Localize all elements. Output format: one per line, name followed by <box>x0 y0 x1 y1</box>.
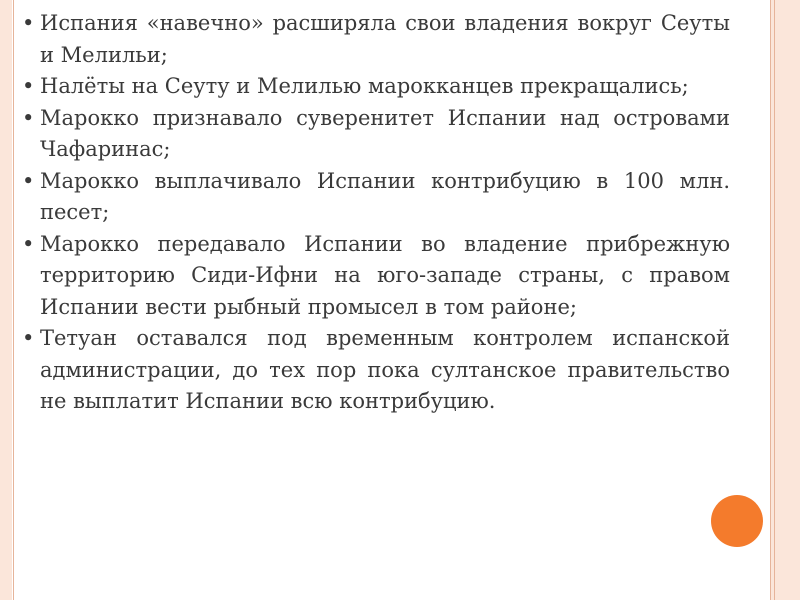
bullet-text: Тетуан оставался под временным контролем испанской администрации, до тех пор пока султанское правительство не выплатит Испании всю контрибуцию. <box>40 326 730 413</box>
bullet-icon: • <box>22 11 35 35</box>
bullet-item <box>20 71 730 103</box>
left-border-line <box>13 0 14 600</box>
bullet-text: Испания «навечно» расширяла свои владения вокруг Сеуты и Мелильи; <box>40 11 730 67</box>
bullet-icon: • <box>22 105 35 130</box>
bullet-text: Налёты на Сеуту и Мелилью марокканцев прекращались; <box>40 74 689 98</box>
orange-circle-icon <box>711 495 763 547</box>
bullet-item <box>20 166 730 229</box>
bullet-item <box>20 229 730 324</box>
bullet-icon: • <box>22 326 35 350</box>
bullet-icon: • <box>22 74 35 98</box>
bullet-icon: • <box>22 231 35 256</box>
right-border-line-outer <box>774 0 775 600</box>
bullet-text: Марокко признавало суверенитет Испании над островами Чафаринас; <box>40 105 730 161</box>
bullet-text: Марокко передавало Испании во владение прибрежную территорию Сиди-Ифни на юго-западе страны, с правом Испании вести рыбный промысел в том районе; <box>40 231 730 319</box>
bullet-list <box>20 8 730 418</box>
bullet-item <box>20 323 730 418</box>
bullet-icon: • <box>22 168 35 193</box>
right-border-line-inner <box>770 0 771 600</box>
bullet-text: Марокко выплачивало Испании контрибуцию в 100 млн. песет; <box>40 168 730 224</box>
bullet-item <box>20 8 730 71</box>
bullet-item <box>20 103 730 166</box>
